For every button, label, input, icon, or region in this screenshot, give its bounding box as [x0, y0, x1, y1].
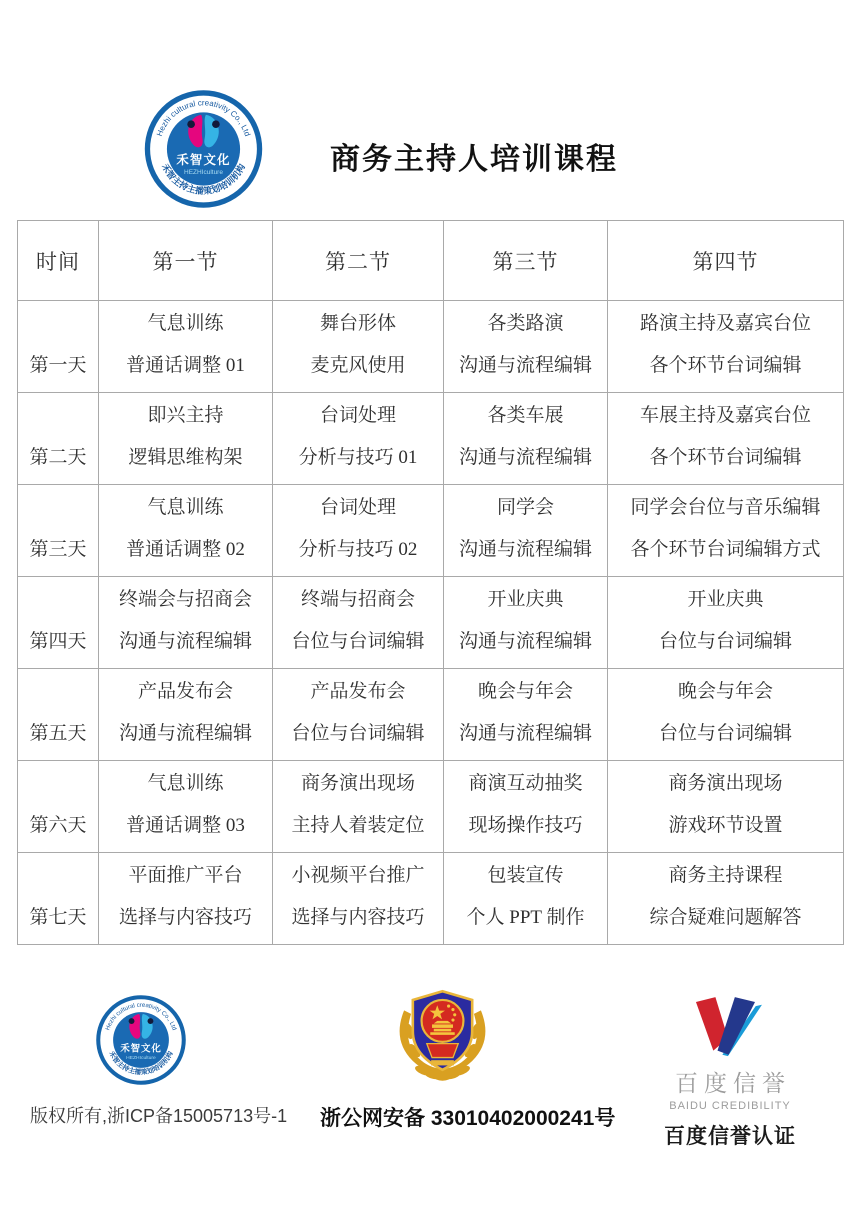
- course-line-1: 台词处理: [319, 405, 396, 426]
- course-line-2: 沟通与流程编辑: [458, 631, 592, 653]
- course-line-1: 晚会与年会: [477, 681, 573, 702]
- day-label: 第二天: [18, 393, 99, 485]
- course-cell: [444, 301, 608, 393]
- col-header-session-3: 第三节: [444, 221, 608, 301]
- course-cell: [273, 853, 444, 945]
- course-cell: [444, 669, 608, 761]
- table-row: [18, 485, 844, 577]
- course-line-2: 普通话调整 02: [126, 539, 245, 561]
- course-line-1: 各类车展: [487, 405, 564, 426]
- course-line-2: 沟通与流程编辑: [458, 723, 592, 745]
- course-line-2: 各个环节台词编辑方式: [630, 539, 821, 561]
- course-cell: [99, 301, 273, 393]
- course-line-2: 各个环节台词编辑: [649, 447, 802, 469]
- course-cell: [273, 393, 444, 485]
- course-cell: [273, 761, 444, 853]
- course-line-2: 普通话调整 01: [126, 355, 245, 377]
- table-row: [18, 301, 844, 393]
- course-line-2: 选择与内容技巧: [118, 907, 252, 929]
- course-line-1: 同学会: [496, 497, 554, 518]
- course-line-2: 分析与技巧 02: [298, 539, 418, 561]
- course-line-2: 麦克风使用: [310, 355, 406, 377]
- day-label: 第三天: [18, 485, 99, 577]
- baidu-title: 百度信誉: [675, 1070, 791, 1096]
- baidu-v-icon: [687, 995, 773, 1061]
- course-line-1: 车展主持及嘉宾台位: [639, 405, 811, 426]
- course-cell: [273, 577, 444, 669]
- course-line-2: 台位与台词编辑: [658, 631, 792, 653]
- course-table: [17, 220, 844, 945]
- course-line-1: 气息训练: [147, 497, 224, 518]
- course-line-1: 气息训练: [147, 773, 224, 794]
- course-cell: [608, 577, 844, 669]
- course-line-2: 逻辑思维构架: [128, 447, 243, 469]
- course-cell: [444, 577, 608, 669]
- day-label: 第四天: [18, 577, 99, 669]
- table-row: [18, 853, 844, 945]
- course-line-2: 主持人着装定位: [291, 815, 425, 837]
- col-header-session-4: 第四节: [608, 221, 844, 301]
- table-row: [18, 669, 844, 761]
- course-line-1: 产品发布会: [310, 681, 406, 702]
- course-line-2: 普通话调整 03: [126, 815, 245, 837]
- course-line-2: 沟通与流程编辑: [118, 723, 252, 745]
- course-line-1: 开业庆典: [687, 589, 764, 610]
- course-cell: [608, 669, 844, 761]
- course-line-1: 终端与招商会: [300, 589, 415, 610]
- course-cell: [608, 393, 844, 485]
- course-cell: [608, 301, 844, 393]
- header-row: [18, 221, 844, 301]
- course-cell: [99, 669, 273, 761]
- hezhi-logo: [142, 90, 265, 208]
- course-line-1: 平面推广平台: [128, 865, 243, 886]
- course-line-2: 分析与技巧 01: [298, 447, 418, 469]
- course-line-1: 商务演出现场: [300, 773, 415, 794]
- police-record-link[interactable]: 浙公网安备 33010402000241号: [320, 1107, 616, 1130]
- course-line-1: 台词处理: [319, 497, 396, 518]
- course-cell: [99, 853, 273, 945]
- col-header-time: 时间: [18, 221, 99, 301]
- course-line-1: 即兴主持: [147, 405, 224, 426]
- table-row: [18, 761, 844, 853]
- course-cell: [608, 761, 844, 853]
- course-line-1: 小视频平台推广: [291, 865, 425, 886]
- course-cell: [608, 485, 844, 577]
- course-cell: [99, 761, 273, 853]
- hezhi-logo-footer: [95, 995, 187, 1085]
- course-line-1: 舞台形体: [319, 313, 396, 334]
- course-line-2: 沟通与流程编辑: [458, 355, 592, 377]
- page-title: 商务主持人培训课程: [330, 143, 618, 176]
- course-cell: [99, 393, 273, 485]
- day-label: 第一天: [18, 301, 99, 393]
- course-line-2: 沟通与流程编辑: [118, 631, 252, 653]
- course-cell: [99, 485, 273, 577]
- course-line-2: 台位与台词编辑: [291, 723, 425, 745]
- course-line-2: 台位与台词编辑: [291, 631, 425, 653]
- course-line-1: 商务演出现场: [668, 773, 783, 794]
- course-line-1: 商演互动抽奖: [468, 773, 583, 794]
- day-label: 第五天: [18, 669, 99, 761]
- course-table-head: [18, 221, 844, 301]
- col-header-session-2: 第二节: [273, 221, 444, 301]
- course-line-2: 各个环节台词编辑: [649, 355, 802, 377]
- badge-banner: [431, 1060, 454, 1065]
- course-line-1: 气息训练: [147, 313, 224, 334]
- course-line-1: 产品发布会: [137, 681, 233, 702]
- police-badge-icon[interactable]: [390, 986, 495, 1082]
- course-line-2: 台位与台词编辑: [658, 723, 792, 745]
- course-cell: [444, 393, 608, 485]
- badge-disc: [422, 1000, 464, 1042]
- course-cell: [273, 301, 444, 393]
- course-line-2: 个人 PPT 制作: [466, 907, 585, 929]
- icp-record-link[interactable]: 版权所有,浙ICP备15005713号-1: [30, 1106, 288, 1126]
- course-line-1: 商务主持课程: [668, 865, 783, 886]
- course-line-1: 终端会与招商会: [118, 589, 252, 610]
- course-line-2: 游戏环节设置: [668, 815, 783, 837]
- table-row: [18, 577, 844, 669]
- baidu-subtitle: BAIDU CREDIBILITY: [669, 1100, 791, 1112]
- course-cell: [444, 853, 608, 945]
- table-row: [18, 393, 844, 485]
- course-line-2: 沟通与流程编辑: [458, 447, 592, 469]
- course-line-2: 选择与内容技巧: [291, 907, 425, 929]
- course-line-1: 包装宣传: [487, 865, 564, 886]
- course-line-1: 各类路演: [487, 313, 564, 334]
- course-cell: [99, 577, 273, 669]
- course-line-2: 综合疑难问题解答: [649, 907, 802, 929]
- course-line-2: 现场操作技巧: [468, 815, 583, 837]
- baidu-credibility-link[interactable]: [650, 995, 810, 1150]
- badge-band: [427, 1044, 458, 1058]
- course-line-2: 沟通与流程编辑: [458, 539, 592, 561]
- course-line-1: 路演主持及嘉宾台位: [639, 313, 811, 334]
- day-label: 第七天: [18, 853, 99, 945]
- course-cell: [273, 669, 444, 761]
- course-cell: [608, 853, 844, 945]
- day-label: 第六天: [18, 761, 99, 853]
- course-cell: [273, 485, 444, 577]
- course-line-1: 同学会台位与音乐编辑: [630, 497, 821, 518]
- course-line-1: 开业庆典: [487, 589, 564, 610]
- col-header-session-1: 第一节: [99, 221, 273, 301]
- baidu-cert-label: 百度信誉认证: [664, 1125, 796, 1148]
- course-table-body: [18, 301, 844, 945]
- course-cell: [444, 761, 608, 853]
- course-cell: [444, 485, 608, 577]
- course-line-1: 晚会与年会: [677, 681, 773, 702]
